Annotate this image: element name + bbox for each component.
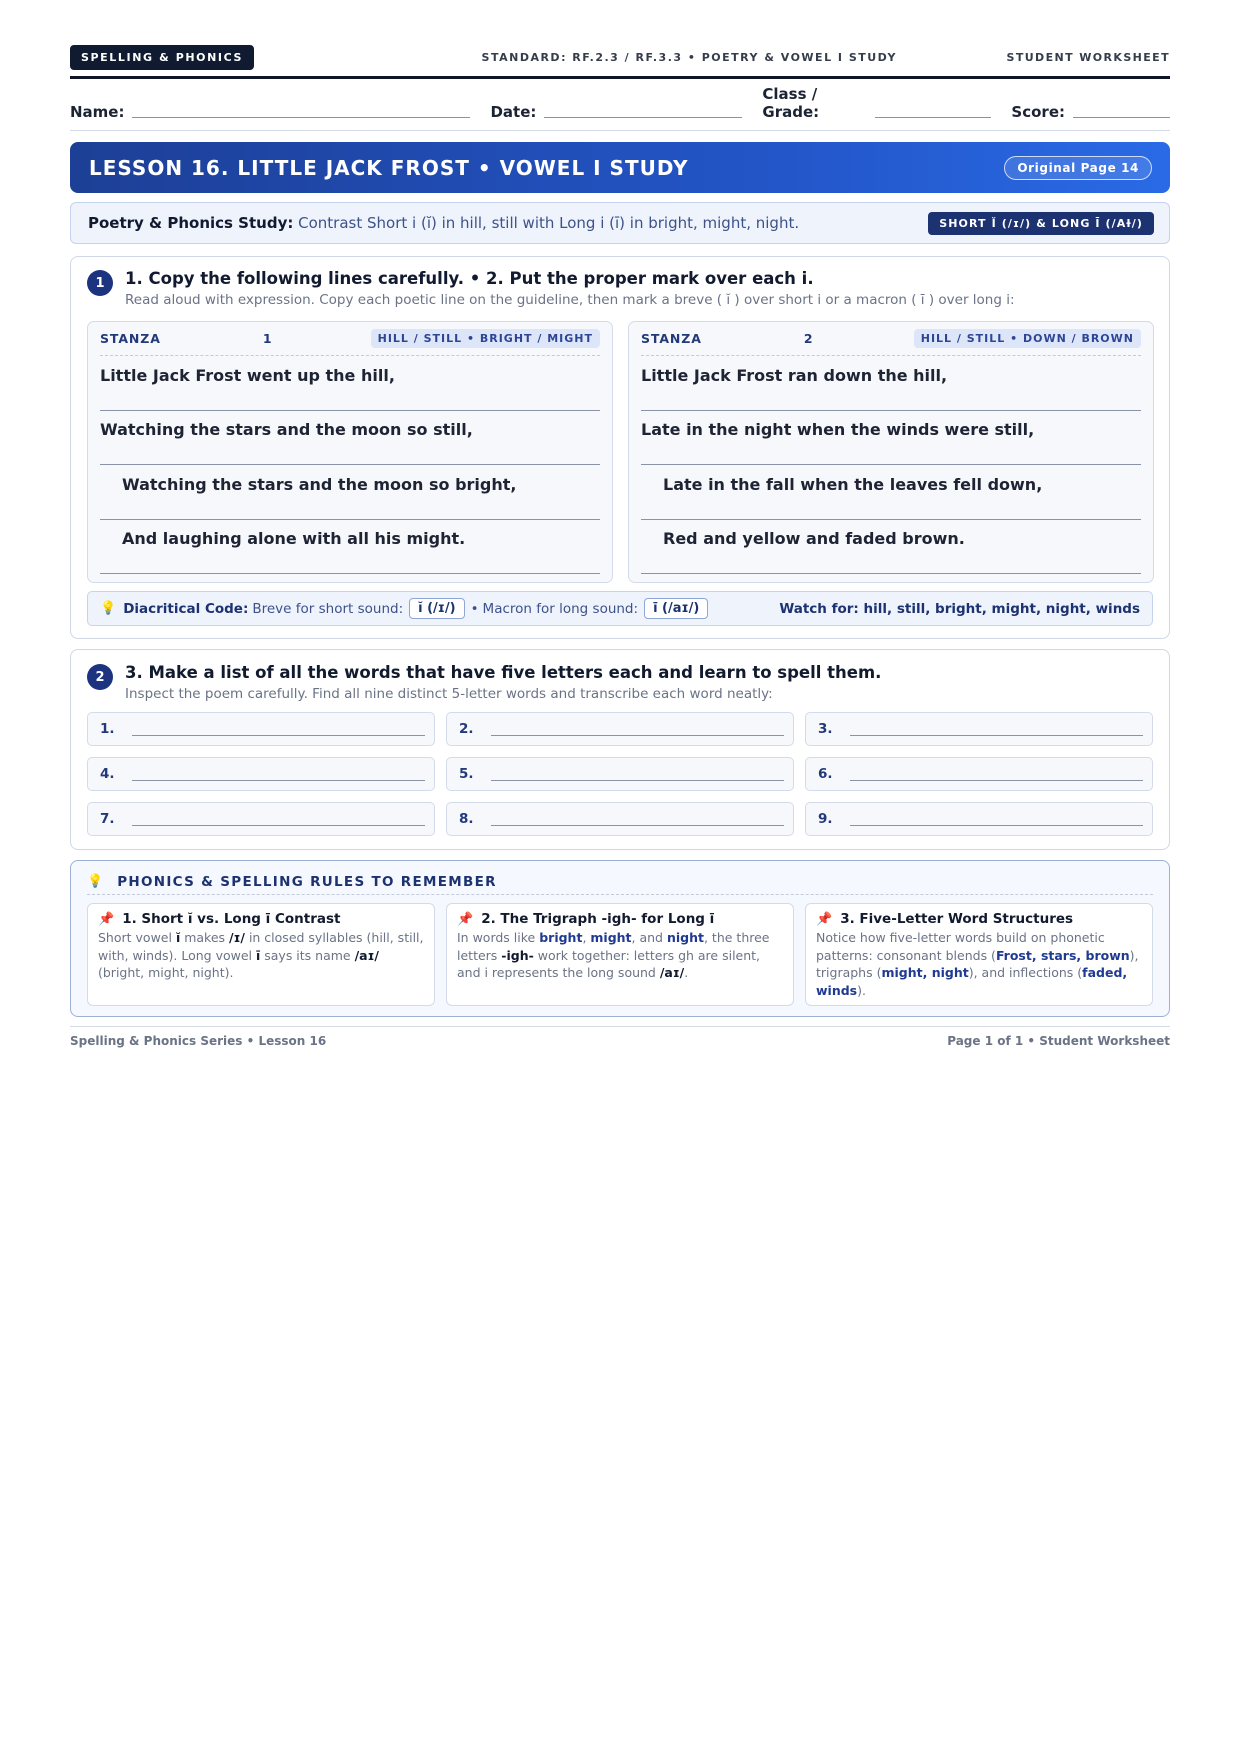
rule-title: 2. The Trigraph -igh- for Long ī [481,911,715,927]
rule-text: Short vowel [98,930,176,945]
word-writing-line[interactable] [491,780,784,781]
poem-line-text: Late in the night when the winds were still, [641,420,1035,440]
lesson-banner [70,142,1170,193]
watch-for-words: Watch for: hill, still, bright, might, night, winds [779,600,1140,617]
phonics-rules-box [70,860,1170,1017]
lesson-title: LESSON 16. LITTLE JACK FROST • VOWEL I STUDY [89,155,689,180]
stanza-number: 2 [803,331,813,346]
stanza-box-2 [628,321,1154,583]
score-line[interactable] [1073,117,1170,118]
worksheet-page [70,44,1170,1048]
rhyme-pair-tag: HILL / STILL • BRIGHT / MIGHT [371,329,600,348]
rule-title: 3. Five-Letter Word Structures [840,911,1074,927]
section-2-instruction: Inspect the poem carefully. Find all nine distinct 5-letter words and transcribe each word neatly: [125,686,773,702]
word-slot[interactable] [446,802,794,836]
lightbulb-icon: 💡 [100,601,117,616]
header-rule [70,76,1170,79]
rule-title-row [816,911,1142,927]
poem-line-text: Watching the stars and the moon so still, [100,420,473,440]
step-badge-2: 2 [87,664,113,690]
word-writing-line[interactable] [850,780,1143,781]
rule-keyword: -igh- [501,947,534,963]
date-label: Date: [490,103,537,121]
original-page-badge: Original Page 14 [1004,156,1152,180]
top-header [70,44,1170,71]
standard-label: STANDARD: RF.2.3 / RF.3.3 • POETRY & VOWEL I STUDY [481,51,897,64]
rule-title-row [98,911,424,927]
date-line[interactable] [544,117,742,118]
rule-keyword: bright [539,930,583,945]
breve-text: Breve for short sound: [252,600,404,617]
poem-line-text: Red and yellow and faded brown. [663,529,965,549]
stanza-header [641,322,1141,356]
rule-text: ), trigraphs ( [816,947,1139,980]
word-writing-line[interactable] [850,735,1143,736]
rule-text: (bright, might, night). [98,965,234,980]
student-info-row [70,87,1170,121]
separator: • [470,600,479,617]
rule-keyword: ĭ [175,930,181,945]
sheet-type-label: STUDENT WORKSHEET [1006,51,1170,64]
word-writing-line[interactable] [132,735,425,736]
date-field[interactable] [490,103,742,121]
class-label: Class / Grade: [762,85,820,121]
rule-text: ). [857,982,866,998]
step-badge-1: 1 [87,270,113,296]
class-line[interactable] [875,117,991,118]
slot-number: 5. [459,766,474,782]
section-2-heading: 3. Make a list of all the words that have five letters each and learn to spell them. [125,663,882,682]
slot-number: 8. [459,811,474,827]
word-slot[interactable] [87,757,435,791]
rule-keyword: Frost, stars, brown [995,947,1130,963]
rule-text: Notice how five-letter words build on phonetic patterns: consonant blends ( [816,930,1105,963]
macron-text: Macron for long sound: [482,600,639,617]
rule-text: . [684,965,689,980]
poem-line-guideline[interactable] [100,465,600,520]
rule-keyword: /aɪ/ [659,965,685,980]
rule-keyword: faded, winds [816,965,1128,998]
slot-number: 7. [100,811,115,827]
page-footer [70,1034,1170,1048]
word-slot[interactable] [805,712,1153,746]
stanza-number: 1 [262,331,272,346]
rule-body [457,929,783,982]
rule-title: 1. Short ĭ vs. Long ī Contrast [122,911,341,927]
rule-text: , and [631,930,667,945]
rule-card-3 [805,903,1153,1006]
study-focus-text [88,214,799,232]
rule-text: says its name [260,947,355,963]
study-focus-label: Poetry & Phonics Study: [88,214,294,232]
study-focus-description: Contrast Short i (ĭ) in hill, still with Long i (ī) in bright, might, night. [298,214,800,232]
lightbulb-icon: 💡 [87,874,104,889]
word-writing-line[interactable] [132,780,425,781]
name-field[interactable] [70,103,470,121]
pushpin-icon: 📌 [457,911,474,927]
macron-chip: ī (/aɪ/) [644,598,708,619]
section-1-heading: 1. Copy the following lines carefully. • 2. Put the proper mark over each i. [125,269,814,288]
word-slot[interactable] [446,712,794,746]
pushpin-icon: 📌 [816,911,833,927]
stanza-label: STANZA [641,331,702,346]
rule-keyword: might, night [881,965,969,980]
diacritical-label: Diacritical Code: [123,600,249,617]
slot-number: 4. [100,766,115,782]
rule-keyword: night [666,930,704,945]
rhyme-pair-tag: HILL / STILL • DOWN / BROWN [914,329,1141,348]
section-1-instruction: Read aloud with expression. Copy each poetic line on the guideline, then mark a breve ( ĭ ) over short i or a macron ( ī ) over long i: [125,292,1015,308]
vowel-contrast-tag: SHORT Ĭ (/ɪ/) & LONG Ī (/AƗ/) [928,212,1154,235]
stanza-box-1 [87,321,613,583]
rule-text: , [582,930,591,945]
word-slot[interactable] [805,757,1153,791]
poem-line-text: Late in the fall when the leaves fell down, [663,474,1043,494]
poem-line-text: Little Jack Frost went up the hill, [100,365,395,385]
word-writing-line[interactable] [491,735,784,736]
class-field[interactable] [762,85,991,121]
slot-number: 3. [818,721,833,737]
copy-lines-section [70,256,1170,639]
footer-rule [70,1026,1170,1027]
stanza-header [100,322,600,356]
rule-text: In words like [457,930,540,945]
score-field[interactable] [1011,103,1170,121]
rule-card-1 [87,903,435,1006]
series-badge: SPELLING & PHONICS [70,45,254,70]
rule-keyword: /ɪ/ [229,930,245,945]
rules-heading: PHONICS & SPELLING RULES TO REMEMBER [117,873,497,890]
breve-chip: ĭ (/ɪ/) [409,598,464,619]
slot-number: 6. [818,766,833,782]
word-slot[interactable] [805,802,1153,836]
rule-text: work together: letters gh are silent, and i represents the long sound [457,947,761,980]
rule-text: in closed syllables (hill, still, with, winds). Long vowel [98,930,424,963]
rules-header [87,869,1153,895]
word-writing-line[interactable] [850,825,1143,826]
score-label: Score: [1011,103,1065,121]
footer-page-info: Page 1 of 1 • Student Worksheet [947,1034,1170,1048]
poem-line-text: And laughing alone with all his might. [122,529,466,549]
poem-line-guideline[interactable] [100,520,600,575]
word-slot[interactable] [87,712,435,746]
name-line[interactable] [132,117,470,118]
slot-number: 1. [100,721,115,737]
name-label: Name: [70,103,125,121]
diacritical-code-strip [87,591,1153,626]
slot-number: 2. [459,721,474,737]
rule-card-2 [446,903,794,1006]
poem-line-guideline[interactable] [641,411,1141,466]
word-writing-line[interactable] [132,825,425,826]
pushpin-icon: 📌 [98,911,115,927]
poem-line-guideline[interactable] [641,465,1141,520]
poem-line-text: Little Jack Frost ran down the hill, [641,365,948,385]
rule-body [98,929,424,982]
poem-line-text: Watching the stars and the moon so bright, [122,474,517,494]
rule-text: ), and inflections ( [968,965,1083,980]
study-focus-strip [70,202,1170,244]
stanza-label: STANZA [100,331,161,346]
rule-title-row [457,911,783,927]
word-slot[interactable] [87,802,435,836]
poem-line-guideline[interactable] [100,411,600,466]
poem-line-guideline[interactable] [100,356,600,411]
rule-keyword: /aɪ/ [354,947,379,963]
five-letter-words-section [70,649,1170,850]
word-slot[interactable] [446,757,794,791]
info-rule [70,130,1170,131]
rule-keyword: might [590,930,632,945]
footer-series: Spelling & Phonics Series • Lesson 16 [70,1034,327,1048]
rule-body [816,929,1142,999]
poem-line-guideline[interactable] [641,356,1141,411]
rule-text: , the three letters [457,930,770,963]
slot-number: 9. [818,811,833,827]
rule-text: makes [180,930,230,945]
poem-line-guideline[interactable] [641,520,1141,575]
word-writing-line[interactable] [491,825,784,826]
rule-keyword: ī [255,947,261,963]
